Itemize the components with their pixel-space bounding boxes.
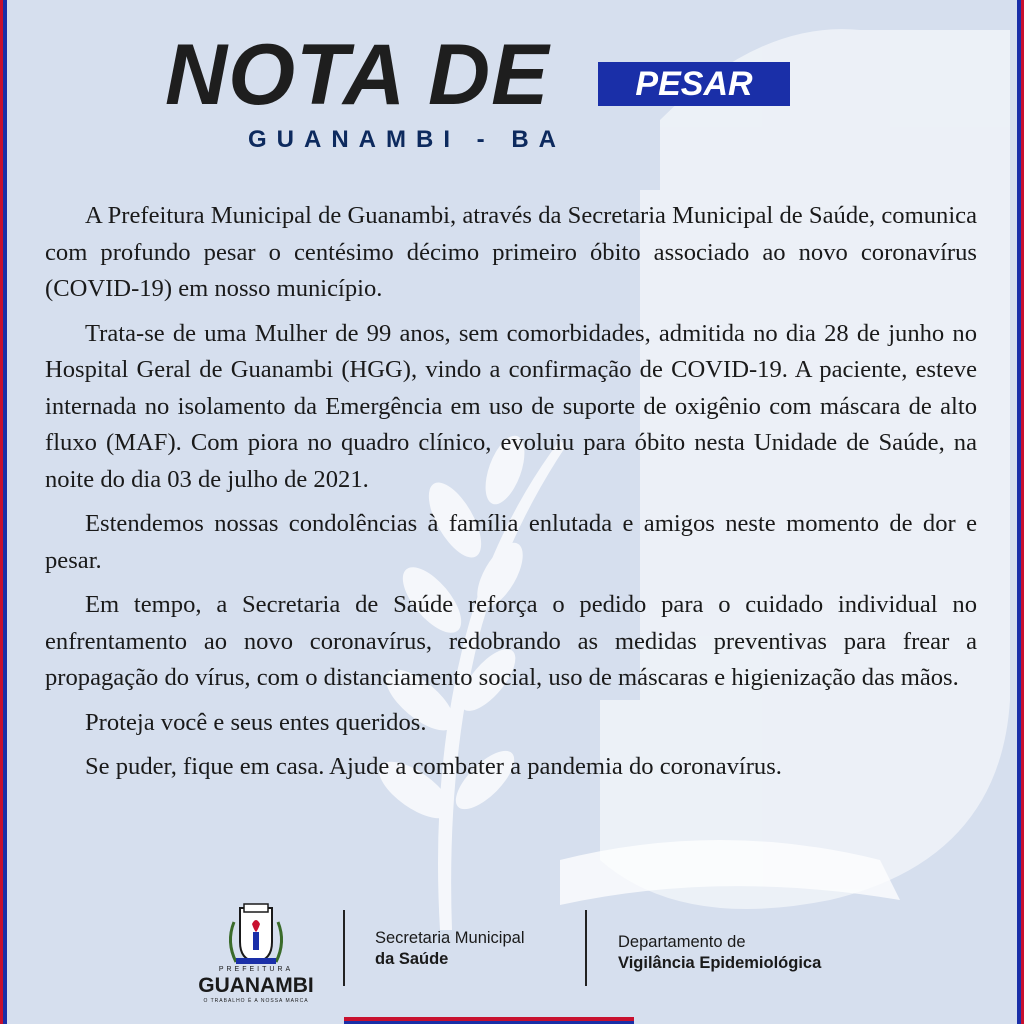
title-pesar-badge: PESAR [598, 62, 790, 106]
prefeitura-logo [196, 902, 316, 1012]
paragraph-stay-home: Se puder, fique em casa. Ajude a combater a pandemia do coronavírus. [85, 753, 782, 780]
footer-divider-2 [585, 910, 587, 986]
paragraph-prevention: Em tempo, a Secretaria de Saúde reforça o pedido para o cuidado individual no enfrentamento ao novo coronavírus, redobrando as medidas preventivas para frear a propagação do vírus, com o distanciamento social, uso de máscaras e higienização das mãos. [45, 591, 977, 691]
announcement-body [45, 198, 977, 794]
paragraph-protect: Proteja você e seus entes queridos. [85, 708, 427, 736]
title-nota-de: NOTA DE [165, 27, 550, 123]
bottom-accent-bar [344, 1017, 634, 1024]
logo-guanambi-label: GUANAMBI [198, 974, 314, 997]
coat-of-arms-icon [196, 902, 316, 966]
logo-motto: O TRABALHO É A NOSSA MARCA [203, 998, 309, 1004]
secretaria-line2: da Saúde [375, 950, 449, 968]
logo-prefeitura-label: PREFEITURA [218, 966, 294, 973]
paragraph-case-details: Trata-se de uma Mulher de 99 anos, sem comorbidades, admitida no dia 28 de junho no Hospital Geral de Guanambi (HGG), vindo a confirmação de COVID-19. A paciente, esteve internada no isolamento da Emergência em uso de suporte de oxigênio com máscara de alto fluxo (MAF). Com piora no quadro clínico, evoluiu para óbito nesta Unidade de Saúde, na noite do dia 03 de julho de 2021. [45, 319, 977, 493]
departamento-line2: Vigilância Epidemiológica [618, 954, 822, 972]
departamento-block [618, 932, 821, 974]
secretaria-block [375, 928, 524, 970]
departamento-line1: Departamento de [618, 933, 746, 951]
secretaria-line1: Secretaria Municipal [375, 929, 525, 947]
footer-divider-1 [343, 910, 345, 986]
paragraph-intro: A Prefeitura Municipal de Guanambi, através da Secretaria Municipal de Saúde, comunica com profundo pesar o centésimo décimo primeiro óbito associado ao novo coronavírus (COVID-19) em nosso município. [45, 202, 977, 302]
city-subtitle: GUANAMBI - BA [248, 126, 566, 153]
paragraph-condolences: Estendemos nossas condolências à família enlutada e amigos neste momento de dor e pesar. [45, 510, 977, 574]
